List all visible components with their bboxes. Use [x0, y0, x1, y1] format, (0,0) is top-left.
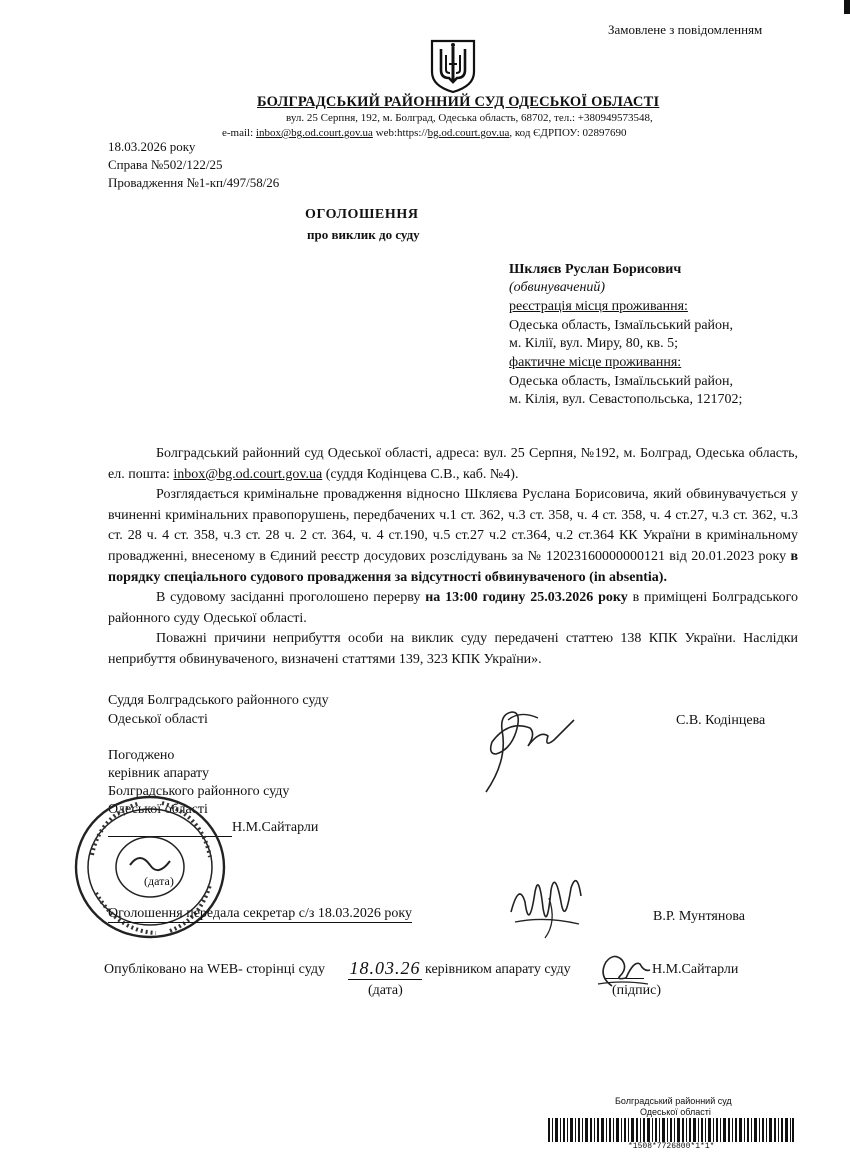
case-number: Справа №502/122/25 — [108, 157, 223, 172]
judge-name: С.В. Кодінцева — [676, 713, 766, 728]
registration-label: реєстрація місця проживання: — [509, 299, 688, 314]
head-title-line-3: Одеської області — [108, 802, 208, 817]
actual-residence-line-2: м. Кілія, вул. Севастопольська, 121702; — [509, 392, 743, 407]
document-title: ОГОЛОШЕННЯ — [305, 207, 419, 222]
registration-line-1: Одеська область, Ізмаїльський район, — [509, 318, 734, 333]
notice-body — [108, 444, 798, 671]
coat-of-arms-icon — [428, 38, 478, 94]
judge-signature-icon — [478, 690, 578, 800]
barcode-icon — [548, 1118, 794, 1142]
addressee-name: Шкляєв Руслан Борисович — [509, 262, 682, 277]
court-name: БОЛГРАДСЬКИЙ РАЙОННИЙ СУД ОДЕСЬКОЇ ОБЛАСТІ — [257, 94, 660, 110]
delivery-note: Замовлене з повідомленням — [608, 22, 763, 37]
judge-title-line-2: Одеської області — [108, 712, 208, 727]
actual-residence-label: фактичне місце проживання: — [509, 355, 682, 370]
court-contacts: e-mail: inbox@bg.od.court.gov.ua web:https://bg.od.court.gov.ua, код ЄДРПОУ: 02897690 — [222, 127, 627, 139]
secretary-name: В.Р. Мунтянова — [653, 909, 745, 924]
paragraph-charges: Розглядається кримінальне провадження відносно Шкляєва Руслана Борисовича, який обвинувачується у вчиненні кримінальних правопорушень, передбачених ч.1 ст. 362, ч.3 ст. 358, ч. 4 ст. 358, ч. 4 ст.27, ч.3 ст. 362, ч.3 ст. 28 ч. 4 ст. 358, ч.3 ст. 28 ч. 2 ст. 364, ч. 4 ст.190, ч.5 ст.27 ч.2 ст.364, ч.2 ст.364 КК України в кримінальному провадженні, внесеному в Єдиний реєстр досудових розслідувань за № 12023160000000121 від 20.01.2023 року в порядку спеціального судового провадження за відсутності обвинуваченого (in absentia). — [108, 487, 798, 585]
handed-over-text: Оголошення передала секретар с/з 18.03.2026 року — [108, 906, 412, 921]
registration-line-2: м. Кілії, вул. Миру, 80, кв. 5; — [509, 336, 679, 351]
body-email-link[interactable]: inbox@bg.od.court.gov.ua — [173, 466, 323, 482]
judge-title-line-1: Суддя Болградського районного суду — [108, 693, 329, 708]
publication-signature-caption: (підпис) — [612, 983, 662, 998]
addressee-role: (обвинувачений) — [509, 280, 606, 295]
published-by-text: керівником апарату суду — [425, 962, 571, 977]
secretary-signature-icon — [505, 862, 587, 942]
head-title-line-1: керівник апарату — [108, 766, 209, 781]
agreed-label: Погоджено — [108, 748, 175, 763]
footer-court-line-1: Болградський районний суд — [615, 1096, 732, 1106]
proceeding-number: Провадження №1-кп/497/58/26 — [108, 175, 280, 190]
publication-date-caption: (дата) — [368, 983, 403, 998]
actual-residence-line-1: Одеська область, Ізмаїльський район, — [509, 374, 734, 389]
paragraph-court-info: Болградський районний суд Одеської області, адреса: вул. 25 Серпня, №192, м. Болград, Одеська область, ел. пошта: inbox@bg.od.court.gov.ua (суддя Кодінцева С.В., каб. №4). — [108, 446, 798, 482]
publisher-name: Н.М.Сайтарли — [652, 962, 739, 977]
head-title-line-2: Болградського районного суду — [108, 784, 290, 799]
corner-mark — [844, 0, 850, 14]
document-date: 18.03.2026 року — [108, 139, 196, 154]
barcode-number: *1508*7726800*1*1* — [628, 1142, 715, 1151]
published-date: 18.03.26 — [349, 958, 421, 978]
published-text: Опубліковано на WEB- сторінці суду — [104, 962, 325, 977]
footer-court-line-2: Одеської області — [640, 1107, 711, 1117]
agreed-date-caption: (дата) — [144, 874, 174, 888]
paragraph-hearing: В судовому засіданні проголошено перерву на 13:00 годину 25.03.2026 року в приміщені Болградського районного суду Одеської області. — [108, 590, 799, 626]
court-email-link[interactable]: inbox@bg.od.court.gov.ua — [255, 127, 373, 139]
head-name: Н.М.Сайтарли — [232, 820, 319, 835]
court-address: вул. 25 Серпня, 192, м. Болград, Одеська область, 68702, тел.: +380949573548, — [286, 112, 653, 124]
court-web-link[interactable]: bg.od.court.gov.ua — [427, 127, 510, 139]
document-subtitle: про виклик до суду — [307, 227, 420, 242]
paragraph-consequences: Поважні причини неприбуття особи на виклик суду передачені статтею 138 КПК України. Наслідки неприбуття обвинуваченого, визначені статтями 139, 323 КПК України». — [108, 631, 798, 667]
